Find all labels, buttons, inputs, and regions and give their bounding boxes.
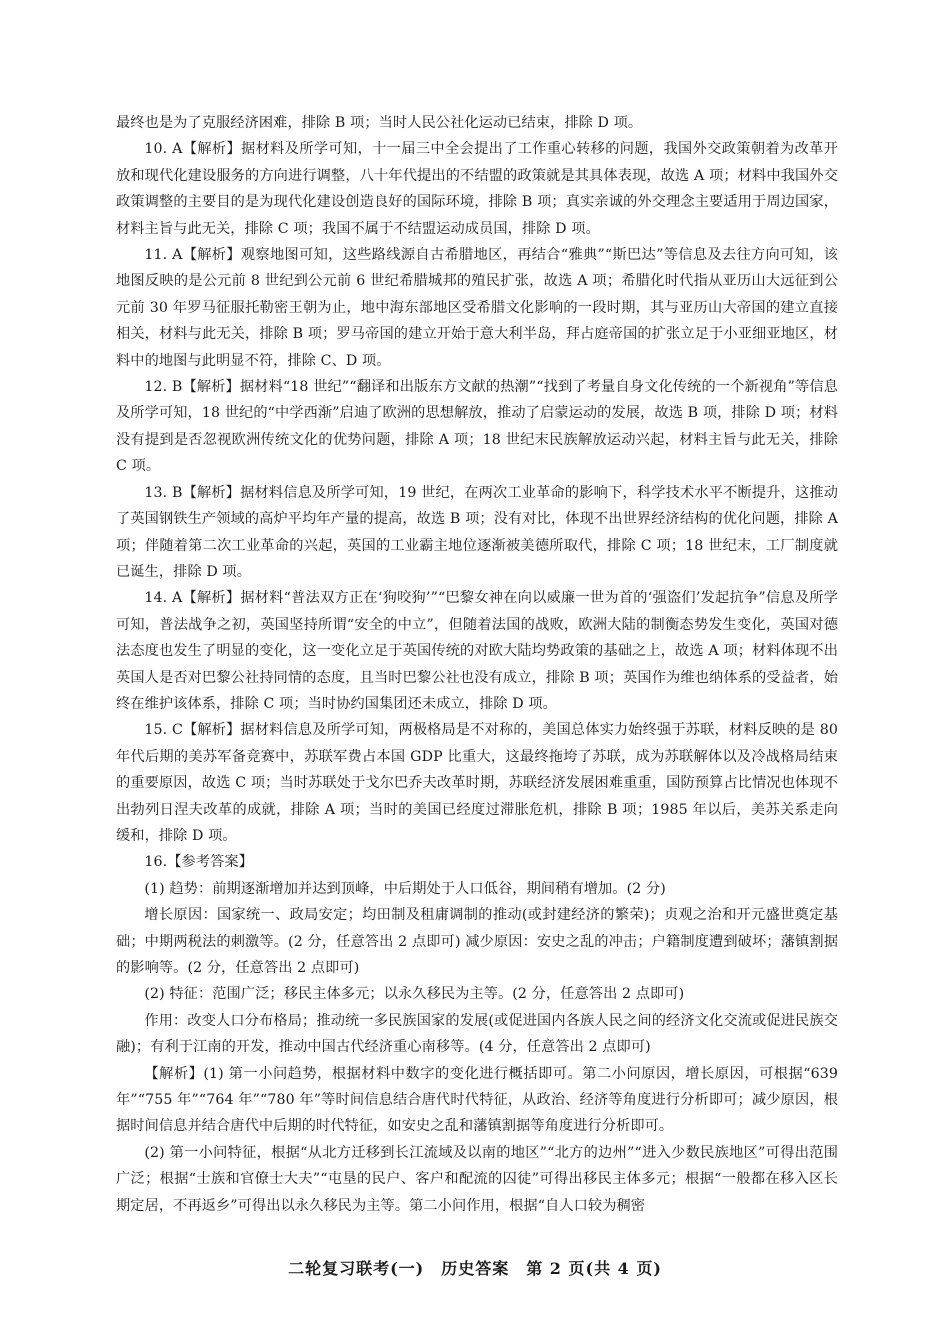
- answer-16-part1-reasons: 增长原因：国家统一、政局安定；均田制及租庸调制的推动(或封建经济的繁荣)；贞观之治和开元盛世奠定基础；中期两税法的刺激等。(2 分，任意答出 2 点即可) 减少原因：安史之乱的冲击；户籍制度遭到破坏；藩镇割据的影响等。(2 分，任意答出 2 点即可): [116, 907, 838, 976]
- answer-10: 10. A【解析】据材料及所学可知，十一届三中全会提出了工作重心转移的问题，我国外交政策朝着为改革开放和现代化建设服务的方向进行调整，八十年代提出的不结盟的政策就是其具体表现，故选 A 项；材料中我国外交政策调整的主要目的是为现代化建设创造良好的国际环境，排除 B 项；真实亲诚的外交理念主要适用于周边国家，材料主旨与此无关，排除 C 项；我国不属于不结盟运动成员国，排除 D 项。: [116, 141, 838, 237]
- answer-16-part1-trend: (1) 趋势：前期逐渐增加并达到顶峰，中后期处于人口低谷，期间稍有增加。(2 分): [144, 880, 666, 897]
- analysis-part1: 【解析】(1) 第一小问趋势，根据材料中数字的变化进行概括即可。第二小问原因，增长原因，可根据“639 年”“755 年”“764 年”“780 年”等时间信息结合唐代时代特征，从政治、经济等角度进行分析即可；减少原因，根据时间信息并结合唐代中后期的时代特征，如安史之乱和藩镇割据等角度进行分析即可。: [116, 1065, 838, 1135]
- analysis-part2: (2) 第一小问特征，根据“从北方迁移到长江流域及以南的地区”“北方的边州”“进入少数民族地区”可得出范围广泛；根据“士族和官僚士大夫”“屯垦的民户、客户和配流的囚徒”可得出移民主体多元；根据“一般都在移入区长期定居，不再返乡”可得出以永久移民为主等。第二小问作用，根据“自人口较为稠密: [116, 1144, 838, 1214]
- answer-13: 13. B【解析】据材料信息及所学可知，19 世纪，在两次工业革命的影响下，科学技术水平不断提升，这推动了英国钢铁生产领域的高炉平均年产量的提高，故选 B 项；没有对比，体现不出世界经济结构的优化问题，排除 A 项；伴随着第二次工业革命的兴起，英国的工业霸主地位逐渐被美德所取代，排除 C 项；18 世纪末，工厂制度就已诞生，排除 D 项。: [116, 484, 838, 580]
- page-footer: 二轮复习联考(一) 历史答案 第 2 页(共 4 页): [288, 1259, 662, 1278]
- answer-12: 12. B【解析】据材料“18 世纪”“翻译和出版东方文献的热潮”“找到了考量自身文化传统的一个新视角”等信息及所学可知，18 世纪的“中学西渐”启迪了欧洲的思想解放，推动了启蒙运动的发展，故选 B 项，排除 D 项；材料没有提到是否忽视欧洲传统文化的优势问题，排除 A 项；18 世纪末民族解放运动兴起，材料主旨与此无关，排除 C 项。: [116, 379, 838, 475]
- answer-document: [116, 110, 838, 1219]
- answer-16-part2-features: (2) 特征：范围广泛；移民主体多元；以永久移民为主等。(2 分，任意答出 2 点即可): [144, 986, 685, 1003]
- paragraph-continuation: 最终也是为了克服经济困难，排除 B 项；当时人民公社化运动已结束，排除 D 项。: [116, 115, 643, 131]
- answer-11: 11. A【解析】观察地图可知，这些路线源自古希腊地区，再结合“雅典”“斯巴达”等信息及去往方向可知，该地图反映的是公元前 8 世纪到公元前 6 世纪希腊城邦的殖民扩张，故选 A 项；希腊化时代指从亚历山大远征到公元前 30 年罗马征服托勒密王朝为止，地中海东部地区受希腊文化影响的一段时期，其与亚历山大帝国的建立直接相关，材料与此无关，排除 B 项；罗马帝国的建立开始于意大利半岛，拜占庭帝国的扩张立足于小亚细亚地区，材料中的地图与此明显不符，排除 C、D 项。: [116, 247, 838, 369]
- answer-15: 15. C【解析】据材料信息及所学可知，两极格局是不对称的，美国总体实力始终强于苏联，材料反映的是 80 年代后期的美苏军备竞赛中，苏联军费占本国 GDP 比重大，这最终拖垮了苏联，成为苏联解体以及冷战格局结束的重要原因，故选 C 项；当时苏联处于戈尔巴乔夫改革时期，苏联经济发展困难重重，国防预算占比情况也体现不出勃列日涅夫改革的成就，排除 A 项；当时的美国已经度过滞胀危机，排除 B 项；1985 年以后，美苏关系走向缓和，排除 D 项。: [116, 722, 838, 844]
- answer-16-heading: 16.【参考答案】: [144, 854, 253, 871]
- answer-14: 14. A【解析】据材料“普法双方正在‘狗咬狗’”“巴黎女神在向以威廉一世为首的‘强盗们’发起抗争”信息及所学可知，普法战争之初，英国坚持所谓“安全的中立”，但随着法国的战败，欧洲大陆的制衡态势发生变化，英国对德法态度也发生了明显的变化，这一变化立足于英国传统的对欧大陆均势政策的基础之上，故选 A 项；材料体现不出英国人是否对巴黎公社持同情的态度，且当时巴黎公社也没有成立，排除 B 项；英国作为维也纳体系的受益者，始终在维护该体系，排除 C 项；当时协约国集团还未成立，排除 D 项。: [116, 590, 838, 712]
- answer-16-part2-effects: 作用：改变人口分布格局；推动统一多民族国家的发展(或促进国内各族人民之间的经济文化交流或促进民族交融)；有利于江南的开发，推动中国古代经济重心南移等。(4 分，任意答出 2 点即可): [116, 1012, 838, 1056]
